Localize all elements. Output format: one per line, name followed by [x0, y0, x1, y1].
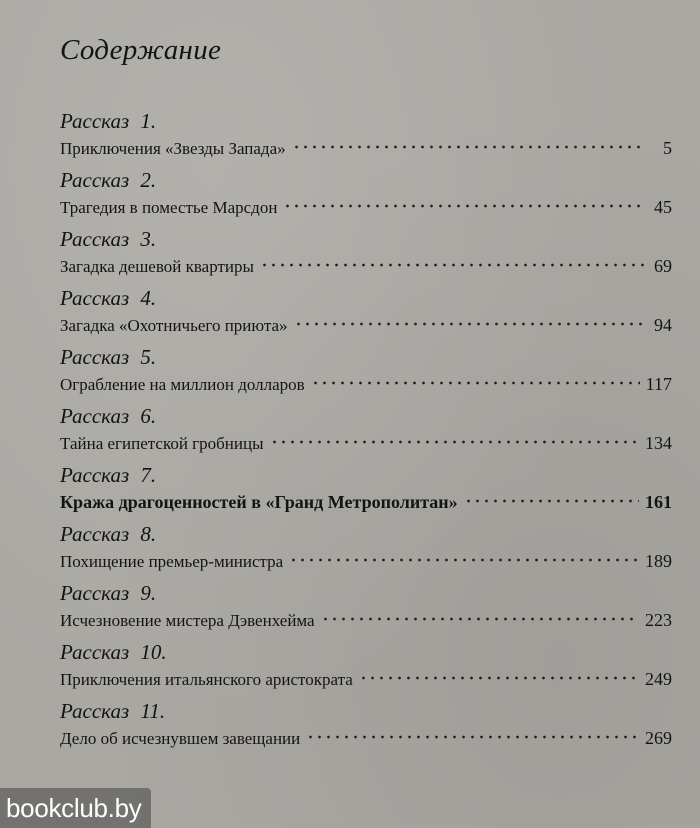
dot-leader: [359, 675, 639, 681]
dot-leader: [321, 616, 639, 622]
page-number: 249: [645, 669, 672, 689]
story-number: Рассказ 4.: [60, 286, 157, 310]
story-number: Рассказ 8.: [60, 522, 157, 546]
story-number: Рассказ 10.: [60, 640, 167, 664]
toc-entry: [60, 522, 672, 581]
toc-line: [60, 605, 672, 635]
toc-entry: [60, 581, 672, 640]
story-number: Рассказ 1.: [60, 109, 157, 133]
toc-line: [60, 310, 672, 340]
toc-line: [60, 487, 672, 517]
toc-line: [60, 369, 672, 399]
toc-entry: [60, 168, 672, 227]
toc-line: [60, 133, 672, 163]
toc-entry: [60, 227, 672, 286]
story-title: Дело об исчезнувшем завещании: [60, 729, 301, 748]
dot-leader: [292, 144, 646, 150]
story-title: Загадка «Охотничьего приюта»: [60, 316, 288, 335]
story-number: Рассказ 9.: [60, 581, 157, 605]
page-number: 5: [663, 138, 672, 158]
toc-entry: [60, 345, 672, 404]
story-number: Рассказ 6.: [60, 404, 157, 428]
story-number: Рассказ 3.: [60, 227, 157, 251]
toc-line: [60, 192, 672, 222]
dot-leader: [464, 498, 639, 504]
toc-line: [60, 428, 672, 458]
dot-leader: [294, 321, 646, 327]
page-number: 45: [654, 197, 672, 217]
toc-line: [60, 664, 672, 694]
toc-line: [60, 546, 672, 576]
story-title: Исчезновение мистера Дэвенхейма: [60, 611, 315, 630]
dot-leader: [283, 203, 646, 209]
page-number: 94: [654, 315, 672, 335]
dot-leader: [289, 557, 639, 563]
page-number: 117: [645, 374, 672, 394]
toc-entry: [60, 463, 672, 522]
toc-line: [60, 723, 672, 753]
dot-leader: [270, 439, 639, 445]
page-title: Содержание: [60, 34, 222, 66]
dot-leader: [311, 380, 640, 386]
story-title: Приключения «Звезды Запада»: [60, 139, 286, 158]
story-number: Рассказ 7.: [60, 463, 157, 487]
story-title: Приключения итальянского аристократа: [60, 670, 353, 689]
story-title: Кража драгоценностей в «Гранд Метрополитан»: [60, 492, 458, 512]
page-number: 161: [645, 492, 672, 512]
page-number: 189: [645, 551, 672, 571]
site-watermark: bookclub.by: [0, 788, 151, 828]
page-number: 69: [654, 256, 672, 276]
story-number: Рассказ 11.: [60, 699, 166, 723]
story-number: Рассказ 5.: [60, 345, 157, 369]
dot-leader: [306, 734, 639, 740]
page-number: 134: [645, 433, 672, 453]
toc-entry: [60, 640, 672, 699]
page-number: 269: [645, 728, 672, 748]
toc-entry: [60, 699, 672, 758]
story-title: Загадка дешевой квартиры: [60, 257, 254, 276]
toc-entry: [60, 286, 672, 345]
story-title: Трагедия в поместье Марсдон: [60, 198, 278, 217]
page-number: 223: [645, 610, 672, 630]
dot-leader: [260, 262, 646, 268]
table-of-contents: [60, 109, 672, 758]
toc-line: [60, 251, 672, 281]
story-title: Тайна египетской гробницы: [60, 434, 264, 453]
toc-entry: [60, 109, 672, 168]
toc-entry: [60, 404, 672, 463]
story-title: Похищение премьер-министра: [60, 552, 284, 571]
story-title: Ограбление на миллион долларов: [60, 375, 305, 394]
story-number: Рассказ 2.: [60, 168, 157, 192]
